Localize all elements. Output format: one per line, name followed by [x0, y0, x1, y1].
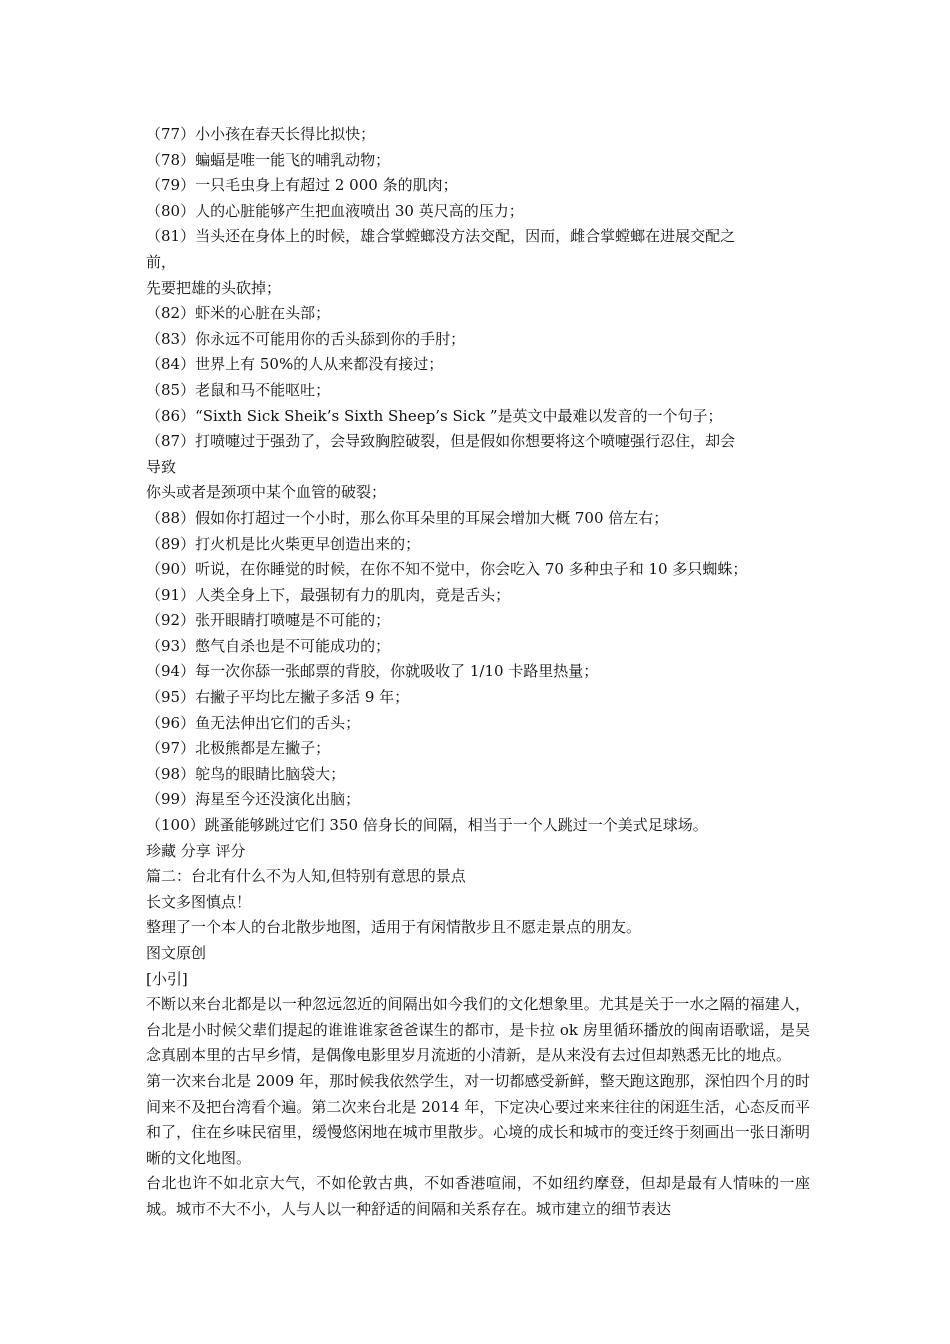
list-line: （93）憋气自杀也是不可能成功的； — [146, 636, 391, 655]
list-line: （92）张开眼睛打喷嚏是不可能的； — [146, 611, 391, 630]
list-line: 你头或者是颈项中某个血管的破裂； — [146, 483, 387, 502]
section-title: 篇二：台北有什么不为人知,但特别有意思的景点 — [146, 867, 466, 886]
list-line: 先要把雄的头砍掉； — [146, 278, 282, 297]
list-line: （96）鱼无法伸出它们的舌头； — [146, 713, 361, 732]
list-line: （100）跳蚤能够跳过它们 350 倍身长的间隔，相当于一个人跳过一个美式足球场。 — [146, 816, 708, 835]
list-line: （91）人类全身上下，最强韧有力的肌肉，竟是舌头； — [146, 585, 511, 604]
list-line: （90）听说，在你睡觉的时候，在你不知不觉中，你会吃入 70 多种虫子和 10 多只蜘蛛； — [146, 560, 748, 579]
list-line: （98）鸵鸟的眼睛比脑袋大； — [146, 764, 346, 783]
list-line: （77）小小孩在春天长得比拟快； — [146, 125, 376, 143]
list-line: （84）世界上有 50%的人从来都没有接过； — [146, 355, 444, 374]
list-line: （81）当头还在身体上的时候，雄合掌螳螂没方法交配，因而，雌合掌螳螂在进展交配之 — [146, 227, 736, 246]
list-line: （87）打喷嚏过于强劲了，会导致胸腔破裂，但是假如你想要将这个喷嚏强行忍住，却会 — [146, 432, 736, 451]
fact-list — [146, 122, 810, 839]
list-line: （94）每一次你舔一张邮票的背胶，你就吸收了 1/10 卡路里热量； — [146, 662, 599, 681]
document-page — [146, 122, 810, 1223]
paragraph: 台北也许不如北京大气，不如伦敦古典，不如香港喧闹，不如纽约摩登，但却是最有人情味的一座城。城市不大不小，人与人以一种舒适的间隔和关系存在。城市建立的细节表达 — [146, 1174, 810, 1218]
intro-line: 整理了一个本人的台北散步地图，适用于有闲情散步且不愿走景点的朋友。 — [146, 918, 642, 937]
body-text — [146, 992, 810, 1222]
list-line: 前， — [146, 252, 177, 271]
list-line: （86）“Sixth Sick Sheik’s Sixth Sheep’s Sick ”是英文中最难以发音的一个句子； — [146, 406, 723, 425]
list-line: （99）海星至今还没演化出脑； — [146, 790, 361, 809]
list-line: （79）一只毛虫身上有超过 2 000 条的肌肉； — [146, 176, 458, 195]
list-line: （88）假如你打超过一个小时，那么你耳朵里的耳屎会增加大概 700 倍左右； — [146, 508, 669, 527]
intro-line: 图文原创 — [146, 944, 207, 962]
list-line: （80）人的心脏能够产生把血液喷出 30 英尺高的压力； — [146, 201, 524, 220]
list-line: （82）虾米的心脏在头部； — [146, 304, 331, 323]
list-line: （78）蝙蝠是唯一能飞的哺乳动物； — [146, 150, 391, 169]
list-line: （97）北极熊都是左撇子； — [146, 739, 331, 758]
list-line: （83）你永远不可能用你的舌头舔到你的手肘； — [146, 329, 466, 348]
list-line: （85）老鼠和马不能呕吐； — [146, 380, 331, 399]
paragraph: 不断以来台北都是以一种忽远忽近的间隔出如今我们的文化想象里。尤其是关于一水之隔的福建人，台北是小时候父辈们提起的谁谁谁家爸爸谋生的都市，是卡拉 ok 房里循环播放的闽南语歌谣，是吴念真剧本里的古早乡情，是偶像电影里岁月流逝的小清新，是从来没有去过但却熟悉无比的地点。 — [146, 995, 810, 1065]
intro-lines — [146, 890, 810, 992]
meta-actions: 珍藏 分享 评分 — [146, 841, 246, 860]
intro-line: 长文多图慎点！ — [146, 892, 252, 911]
list-line: 导致 — [146, 457, 177, 476]
list-line: （89）打火机是比火柴更早创造出来的； — [146, 534, 421, 553]
intro-line: [小引] — [146, 969, 188, 988]
paragraph: 第一次来台北是 2009 年，那时候我依然学生，对一切都感受新鲜，整天跑这跑那，深怕四个月的时间来不及把台湾看个遍。第二次来台北是 2014 年，下定决心要过来来往往的闲逛生活，心态反而平和了，住在乡味民宿里，缓慢悠闲地在城市里散步。心境的成长和城市的变迁终于刻画出一张日渐明晰的文化地图。 — [146, 1071, 810, 1167]
list-line: （95）右撇子平均比左撇子多活 9 年； — [146, 688, 410, 707]
